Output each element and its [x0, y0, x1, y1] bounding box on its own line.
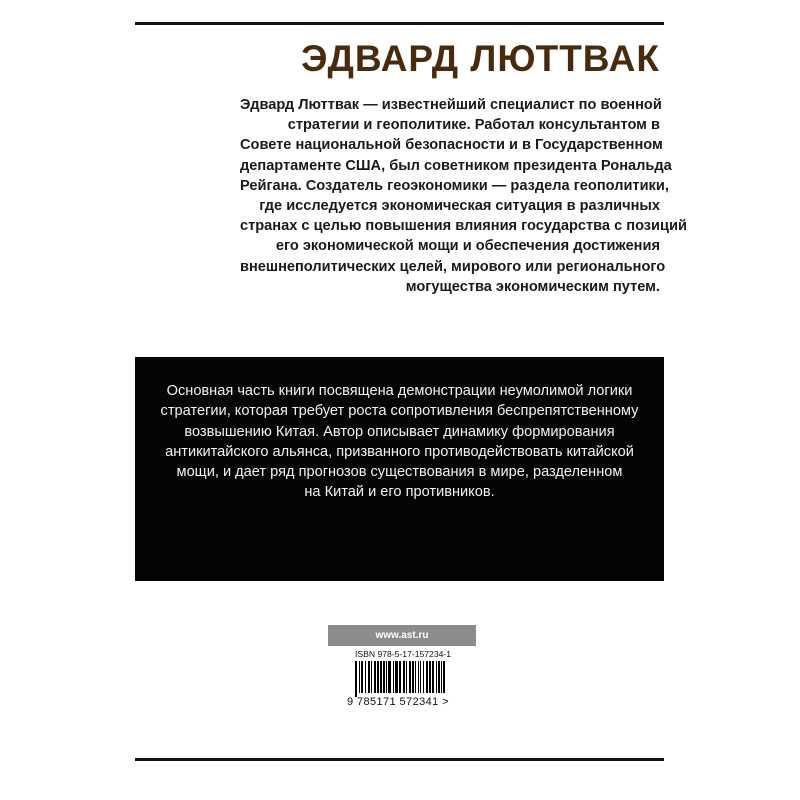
bio-line: Рейгана. Создатель геоэкономики — раздела геополитики,: [240, 177, 669, 194]
summary-line: антикитайского альянса, призванного противодействовать китайской: [165, 443, 634, 460]
author-name-heading: ЭДВАРД ЛЮТТВАК: [301, 38, 660, 79]
barcode-bar: [377, 661, 379, 693]
barcode-bar: [441, 661, 442, 693]
barcode-bar: [426, 661, 428, 693]
author-bio: [240, 95, 687, 297]
barcode-bar: [436, 661, 437, 693]
barcode-bar: [432, 661, 434, 693]
bio-line: стратегии и геополитике. Работал консультантом в: [287, 117, 660, 134]
barcode-bar: [380, 661, 382, 693]
barcode-bar: [393, 661, 394, 693]
barcode-image: [355, 661, 449, 697]
barcode-bar: [412, 661, 414, 693]
barcode-bar: [371, 661, 372, 693]
barcode-bar: [406, 661, 407, 693]
bio-line: Эдвард Люттвак — известнейший специалист по военной: [240, 97, 662, 113]
barcode-bar: [409, 661, 411, 693]
barcode-digits: 9 785171 572341 >: [347, 696, 449, 708]
barcode-bar: [415, 661, 416, 693]
barcode-bar: [365, 661, 366, 693]
barcode-bar: [429, 661, 431, 693]
bio-line: где исследуется экономическая ситуация в различных: [259, 198, 660, 215]
barcode-bar: [420, 661, 421, 693]
barcode-bar: [388, 661, 391, 693]
isbn-label: ISBN 978-5-17-157234-1: [355, 649, 452, 659]
summary-line: Основная часть книги посвящена демонстрации неумолимой логики: [166, 383, 633, 399]
barcode-bar: [443, 661, 445, 693]
bio-line: могущества экономическим путем.: [405, 278, 660, 295]
summary-line: на Китай и его противников.: [304, 484, 495, 501]
barcode-bar: [355, 661, 357, 697]
bio-line: департаменте США, был советником президента Рональда: [240, 157, 672, 174]
top-divider: [135, 22, 664, 25]
bio-line: его экономической мощи и обеспечения достижения: [275, 238, 660, 255]
barcode-bar: [361, 661, 363, 693]
barcode-bar: [395, 661, 398, 693]
barcode-bar: [374, 661, 376, 693]
bio-line: внешнеполитических целей, мирового или регионального: [240, 258, 666, 275]
barcode-bar: [403, 661, 405, 693]
barcode-bar: [418, 661, 419, 693]
barcode-block: [328, 625, 476, 715]
summary-line: стратегии, которая требует роста сопротивления беспрепятственному: [160, 403, 639, 420]
barcode-bar: [386, 661, 387, 693]
barcode-bar: [399, 661, 401, 693]
bottom-divider: [135, 758, 664, 761]
summary-line: возвышению Китая. Автор описывает динамику формирования: [184, 423, 615, 440]
barcode-bar: [383, 661, 385, 693]
barcode-bar: [359, 661, 360, 693]
book-summary: [135, 381, 664, 503]
barcode-bar: [423, 661, 424, 693]
barcode-bar: [368, 661, 370, 693]
summary-line: мощи, и дает ряд прогнозов существования в мире, разделенном: [176, 464, 623, 481]
bio-line: странах с целью повышения влияния государства с позиций: [240, 218, 687, 235]
barcode-bar: [438, 661, 440, 693]
website-label: www.ast.ru: [328, 625, 476, 646]
summary-panel: [135, 357, 664, 581]
bio-line: Совете национальной безопасности и в Государственном: [240, 137, 663, 154]
